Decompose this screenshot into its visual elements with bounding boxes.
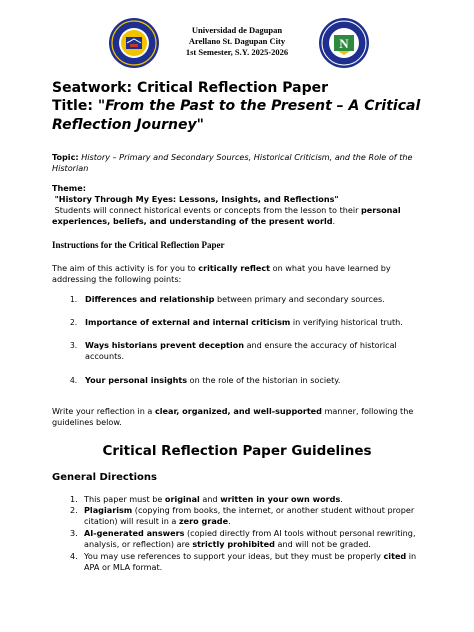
list-item bbox=[70, 505, 420, 527]
guideline-text: (copying from books, the internet, or another student without proper citation) will result in a bbox=[84, 505, 415, 526]
guideline-text: in APA or MLA format. bbox=[84, 551, 417, 572]
header-semester: 1st Semester, S.Y. 2025-2026 bbox=[185, 47, 289, 57]
guideline-text: This paper must be bbox=[84, 494, 165, 504]
guideline-emphasis: Plagiarism bbox=[84, 505, 133, 515]
list-item bbox=[70, 317, 425, 328]
point-emphasis: Your personal insights bbox=[85, 375, 188, 385]
instructions-outro bbox=[52, 406, 427, 428]
instructions-heading: Instructions for the Critical Reflection Paper bbox=[52, 240, 225, 250]
intro-emphasis: critically reflect bbox=[198, 263, 271, 273]
guideline-text: You may use references to support your ideas, but they must be properly bbox=[84, 551, 384, 561]
point-emphasis: Importance of external and internal criticism bbox=[85, 317, 291, 327]
theme-desc-emphasis: personal experiences, beliefs, and understanding of the present world bbox=[52, 205, 401, 226]
header-address: Arellano St. Dagupan City bbox=[188, 36, 286, 46]
document-title: Seatwork: Critical Reflection Paper bbox=[52, 80, 328, 96]
guideline-emphasis: zero grade bbox=[178, 516, 229, 526]
theme bbox=[52, 183, 427, 227]
list-number: 2. bbox=[70, 318, 78, 327]
title-text-line2: Reflection Journey" bbox=[52, 117, 204, 133]
guideline-emphasis: written in your own words bbox=[220, 494, 341, 504]
title-text-line1: "From the Past to the Present – A Critical bbox=[97, 98, 421, 114]
topic bbox=[52, 152, 427, 174]
guideline-text: . bbox=[340, 494, 343, 504]
topic-text: History – Primary and Secondary Sources, Historical Criticism, and the Role of the Historian bbox=[52, 152, 413, 173]
outro-text-end: manner, following the guidelines below. bbox=[52, 406, 414, 427]
list-number: 3. bbox=[70, 341, 78, 350]
guideline-emphasis: original bbox=[164, 494, 200, 504]
list-item bbox=[70, 494, 420, 505]
document-header bbox=[0, 25, 474, 58]
guideline-emphasis: cited bbox=[383, 551, 407, 561]
intro-text: The aim of this activity is for you to bbox=[52, 263, 199, 273]
list-item bbox=[70, 528, 420, 550]
guidelines-heading: Critical Reflection Paper Guidelines bbox=[102, 443, 372, 459]
list-item bbox=[70, 294, 425, 305]
point-text: between primary and secondary sources. bbox=[214, 294, 385, 304]
point-emphasis: Differences and relationship bbox=[85, 294, 215, 304]
guideline-text: (copied directly from AI tools without personal rewriting, analysis, or reflection) are bbox=[84, 528, 416, 549]
guideline-text: and bbox=[199, 494, 221, 504]
point-text: in verifying historical truth. bbox=[290, 317, 403, 327]
list-item bbox=[70, 375, 425, 386]
theme-desc: Students will connect historical events or concepts from the lesson to their bbox=[54, 205, 361, 215]
intro-text-end: on what you have learned by addressing the following points: bbox=[52, 263, 391, 284]
svg-text:N: N bbox=[339, 36, 349, 51]
list-number: 1. bbox=[70, 295, 78, 304]
theme-name: "History Through My Eyes: Lessons, Insights, and Reflections" bbox=[54, 194, 339, 204]
header-institution: Universidad de Dagupan bbox=[191, 25, 283, 35]
outro-emphasis: clear, organized, and well-supported bbox=[154, 406, 322, 416]
topic-label: Topic: bbox=[52, 152, 79, 162]
list-number: 4. bbox=[70, 376, 78, 385]
reflection-title bbox=[52, 97, 432, 135]
guideline-emphasis: AI-generated answers bbox=[84, 528, 185, 538]
list-number: 4. bbox=[70, 551, 78, 561]
point-text: and ensure the accuracy of historical accounts. bbox=[85, 340, 397, 361]
guideline-text: and will not be graded. bbox=[274, 539, 372, 549]
list-number: 3. bbox=[70, 528, 78, 538]
guideline-text: . bbox=[228, 516, 231, 526]
theme-desc-end: . bbox=[332, 216, 336, 226]
theme-label: Theme: bbox=[52, 183, 86, 193]
point-text: on the role of the historian in society. bbox=[187, 375, 341, 385]
outro-text: Write your reflection in a bbox=[52, 406, 155, 416]
general-directions-heading: General Directions bbox=[52, 472, 157, 483]
guideline-emphasis: strictly prohibited bbox=[192, 539, 275, 549]
instructions-intro bbox=[52, 263, 427, 285]
point-emphasis: Ways historians prevent deception bbox=[85, 340, 244, 350]
list-item bbox=[70, 551, 420, 573]
list-number: 2. bbox=[70, 505, 78, 515]
list-item bbox=[70, 340, 425, 362]
title-label: Title: bbox=[52, 98, 93, 114]
list-number: 1. bbox=[70, 494, 78, 504]
